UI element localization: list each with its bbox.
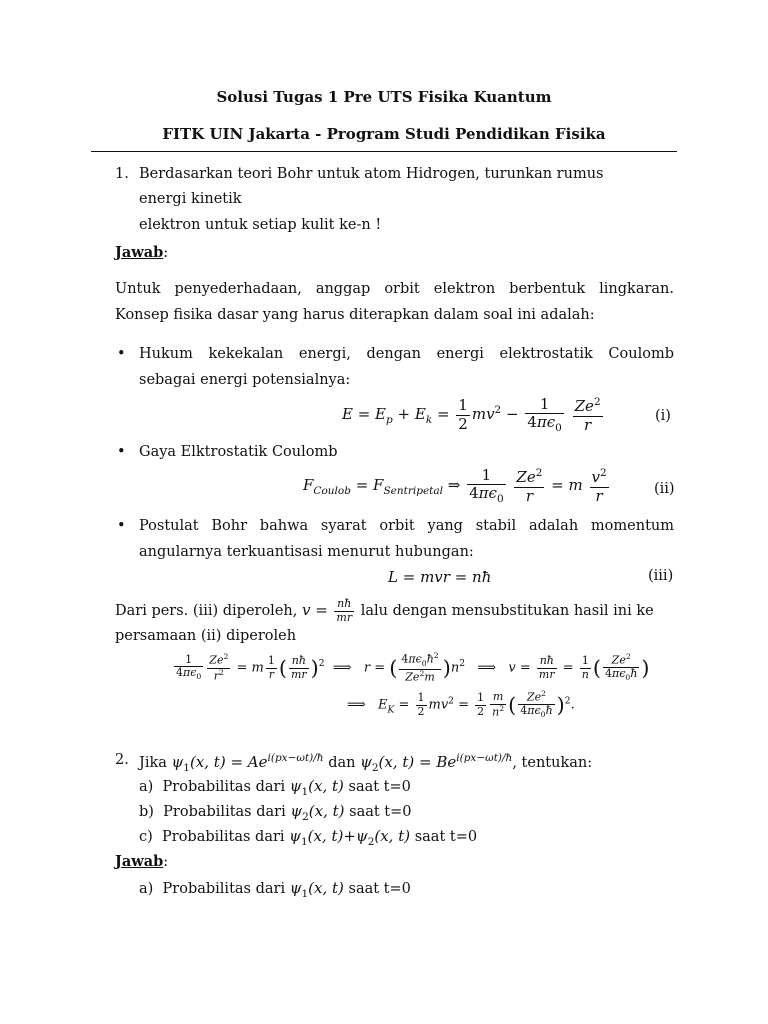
equation-force: $F_{Coulob} = F_{Sentripetal}$ ⇒ $\frac{1}{4\pi\epsilon_0}$ $\frac{Ze^2}{r}$ = m $\frac{v^2}{r}$ [303,466,607,506]
answer-label-1: Jawab: [115,244,169,261]
derivation-line-2: persamaan (ii) diperoleh [115,628,297,644]
question-1-line-3: elektron untuk setiap kulit ke-n ! [139,217,382,233]
header-rule [91,151,677,152]
bullet-1-marker: • [117,346,126,362]
document-subtitle: FITK UIN Jakarta - Program Studi Pendidikan Fisika [162,125,606,143]
bullet-1-line-1: Hukum kekekalan energi, dengan energi elektrostatik Coulomb [139,346,674,362]
bullet-2-marker: • [117,444,126,460]
question-1-number: 1. [115,166,129,182]
answer-2-item-a: a) Probabilitas dari $\psi_1(x$, t) saat t=0 [139,879,411,900]
bullet-3-marker: • [117,518,126,534]
equation-1-tag: (i) [655,408,671,424]
intro-line-1: Untuk penyederhadaan, anggap orbit elektron berbentuk lingkaran. [115,281,674,297]
equation-kinetic-energy: ⟹ $E_K$ = $\frac{1}{2}$ $mv^2$ = $\frac{1}{2}$ $\frac{m}{n^2}$ ( $\frac{Ze^2}{4\pi\epsilon_0ħ}$ )$^2$. [347,689,575,720]
answer-label-2: Jawab: [115,853,169,870]
bullet-3-line-1: Postulat Bohr bahwa syarat orbit yang stabil adalah momentum [139,518,674,534]
question-2-statement: Jika $\psi_1(x$, $t) = Ae^{i(px-\omega t)/ħ}$ dan $\psi_2(x$, $t) = Be^{i(px-\omega t)/ħ}$, tentukan: [139,752,593,774]
equation-derivation-1: $\frac{1}{4\pi\epsilon_0}$ $\frac{Ze^2}{r^2}$ = m $\frac{1}{r}$ ( $\frac{nħ}{mr}$ )$^2$ ⟹ r = ( $\frac{4\pi\epsilon_0ħ^2}{Ze^2m}$ )$n^2$ ⟹ v = $\frac{nħ}{mr}$ = $\frac{1}{n}$ ( $\frac{Ze^2}{4\pi\epsilon_0ħ}$ ) [176,651,650,684]
equation-angular-momentum: L = mvr = nħ [388,568,492,586]
bullet-1-line-2: sebagai energi potensialnya: [139,372,351,388]
question-1-line-1: Berdasarkan teori Bohr untuk atom Hidrogen, turunkan rumus [139,166,604,182]
question-2-item-c: c) Probabilitas dari $\psi_1(x$, $t)+\psi_2(x$, t) saat t=0 [139,827,478,848]
bullet-2-text: Gaya Elktrostatik Coulomb [139,444,338,460]
bullet-3-line-2: angularnya terkuantisasi menurut hubungan: [139,544,474,560]
intro-line-2: Konsep fisika dasar yang harus diterapkan dalam soal ini adalah: [115,307,595,323]
equation-3-tag: (iii) [648,568,674,584]
question-2-item-b: b) Probabilitas dari $\psi_2(x$, t) saat t=0 [139,802,412,823]
document-title: Solusi Tugas 1 Pre UTS Fisika Kuantum [216,88,552,106]
question-2-item-a: a) Probabilitas dari $\psi_1(x$, t) saat t=0 [139,777,411,798]
equation-energy: $E = E_p + E_k$ = $\frac{1}{2}$ $mv^2$ − $\frac{1}{4\pi\epsilon_0}$ $\frac{Ze^2}{r}$ [342,395,601,435]
question-2-number: 2. [115,752,129,768]
equation-2-tag: (ii) [654,481,675,497]
question-1-line-2: energi kinetik [139,191,242,207]
derivation-line-1: Dari pers. (iii) diperoleh, v = $\frac{nħ}{mr}$ lalu dengan mensubstitukan hasil ini ke [115,597,654,624]
